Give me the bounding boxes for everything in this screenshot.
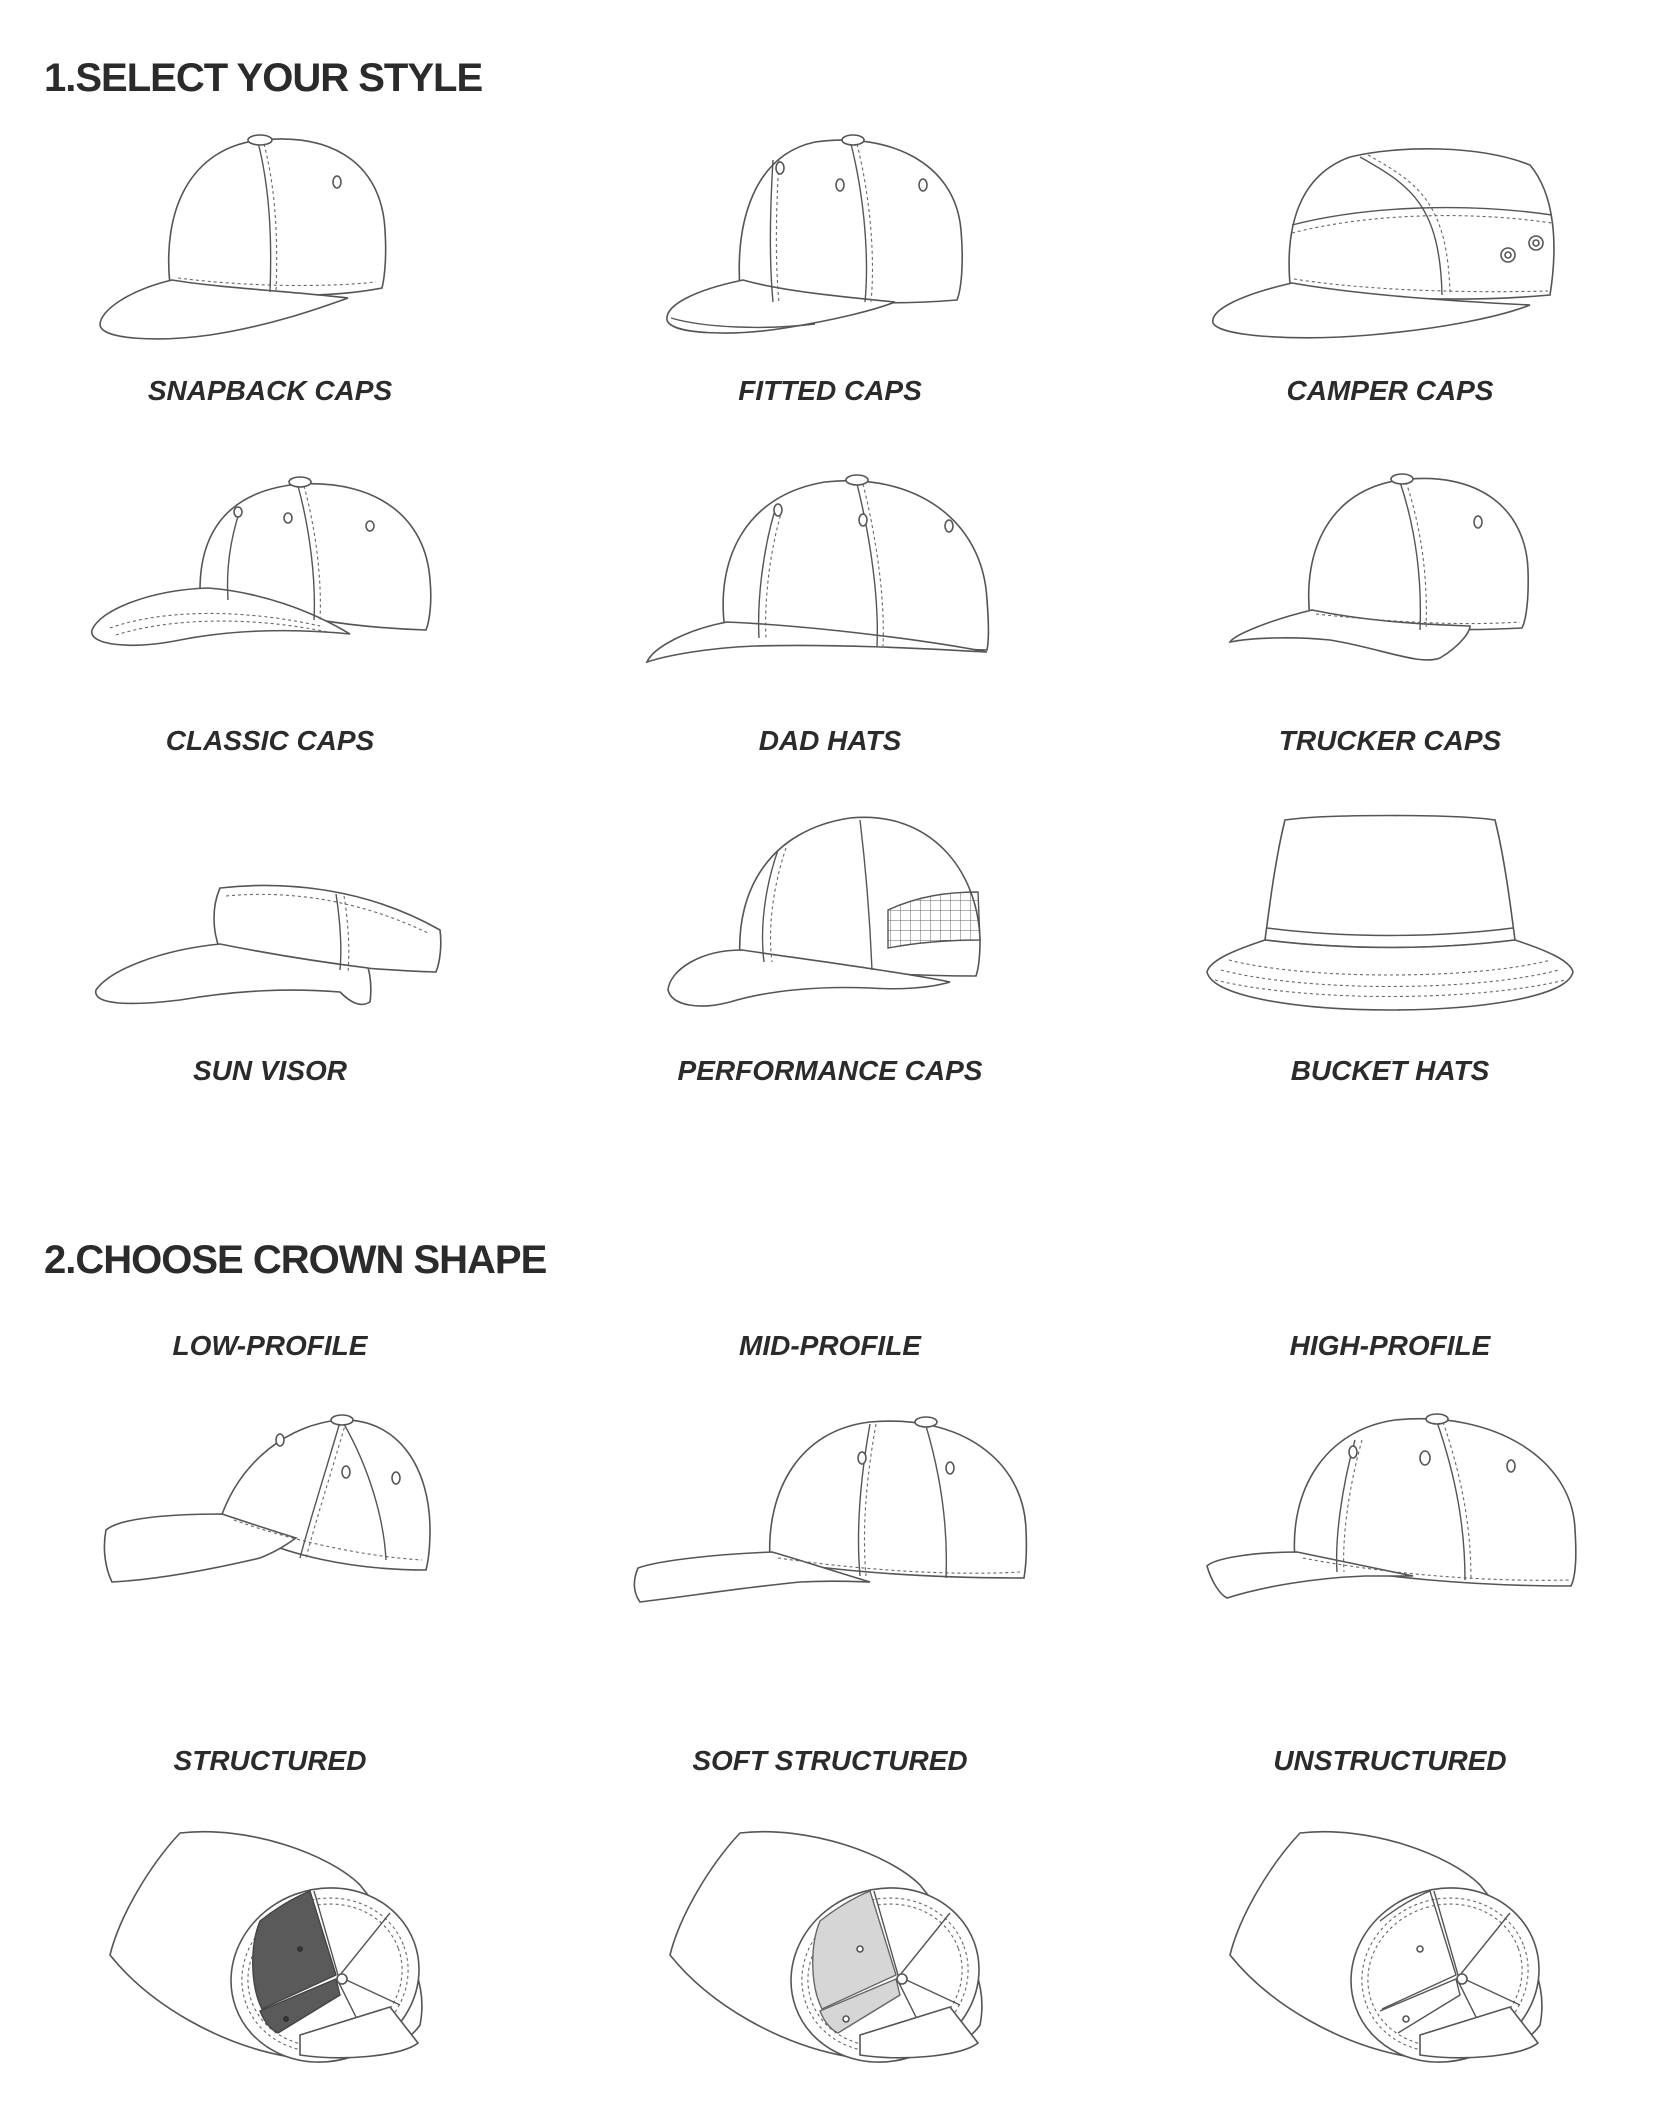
performance-cap-icon bbox=[660, 810, 1000, 1020]
section-title-style: 1.SELECT YOUR STYLE bbox=[44, 56, 483, 100]
style-option-trucker[interactable] bbox=[1180, 470, 1600, 770]
unstructured-cap-interior-icon bbox=[1220, 1825, 1560, 2065]
classic-cap-icon bbox=[90, 470, 450, 670]
crown-option-high-profile[interactable] bbox=[1180, 1330, 1600, 1650]
style-label-bucket: BUCKET HATS bbox=[1290, 1055, 1490, 1086]
crown-label-mid-profile: MID-PROFILE bbox=[739, 1330, 921, 1361]
style-option-dad-hat[interactable] bbox=[620, 470, 1040, 770]
crown-label-soft-structured: SOFT STRUCTURED bbox=[692, 1745, 968, 1776]
crown-option-structured[interactable] bbox=[60, 1745, 480, 2075]
mid-profile-cap-icon bbox=[630, 1410, 1030, 1610]
style-option-camper[interactable] bbox=[1180, 130, 1600, 430]
dad-hat-icon bbox=[645, 470, 1015, 680]
snapback-cap-icon bbox=[100, 130, 440, 350]
style-label-camper: CAMPER CAPS bbox=[1286, 375, 1494, 406]
bucket-hat-icon bbox=[1205, 810, 1575, 1020]
style-option-fitted[interactable] bbox=[620, 130, 1040, 430]
style-label-sun-visor: SUN VISOR bbox=[192, 1055, 348, 1086]
style-label-trucker: TRUCKER CAPS bbox=[1278, 725, 1502, 756]
style-label-dad-hat: DAD HATS bbox=[758, 725, 902, 756]
trucker-cap-icon bbox=[1220, 470, 1560, 680]
crown-option-mid-profile[interactable] bbox=[620, 1330, 1040, 1650]
high-profile-cap-icon bbox=[1205, 1410, 1585, 1610]
style-option-performance[interactable] bbox=[620, 810, 1040, 1110]
camper-cap-icon bbox=[1210, 145, 1570, 345]
style-option-bucket[interactable] bbox=[1180, 810, 1600, 1110]
style-label-classic: CLASSIC CAPS bbox=[165, 725, 375, 756]
style-label-fitted: FITTED CAPS bbox=[738, 375, 922, 406]
style-label-performance: PERFORMANCE CAPS bbox=[677, 1055, 983, 1086]
fitted-cap-icon bbox=[665, 130, 995, 350]
style-option-classic[interactable] bbox=[60, 470, 480, 770]
crown-label-high-profile: HIGH-PROFILE bbox=[1289, 1330, 1491, 1361]
crown-option-unstructured[interactable] bbox=[1180, 1745, 1600, 2075]
crown-option-soft-structured[interactable] bbox=[620, 1745, 1040, 2075]
crown-option-low-profile[interactable] bbox=[60, 1330, 480, 1650]
soft-structured-cap-interior-icon bbox=[660, 1825, 1000, 2065]
crown-label-structured: STRUCTURED bbox=[173, 1745, 367, 1776]
style-option-sun-visor[interactable] bbox=[60, 810, 480, 1110]
low-profile-cap-icon bbox=[100, 1410, 440, 1610]
sun-visor-icon bbox=[90, 870, 450, 1030]
section-title-crown: 2.CHOOSE CROWN SHAPE bbox=[44, 1238, 547, 1282]
crown-label-low-profile: LOW-PROFILE bbox=[172, 1330, 368, 1361]
structured-cap-interior-icon bbox=[100, 1825, 440, 2065]
crown-label-unstructured: UNSTRUCTURED bbox=[1273, 1745, 1507, 1776]
style-option-snapback[interactable] bbox=[60, 130, 480, 430]
style-label-snapback: SNAPBACK CAPS bbox=[147, 375, 393, 406]
